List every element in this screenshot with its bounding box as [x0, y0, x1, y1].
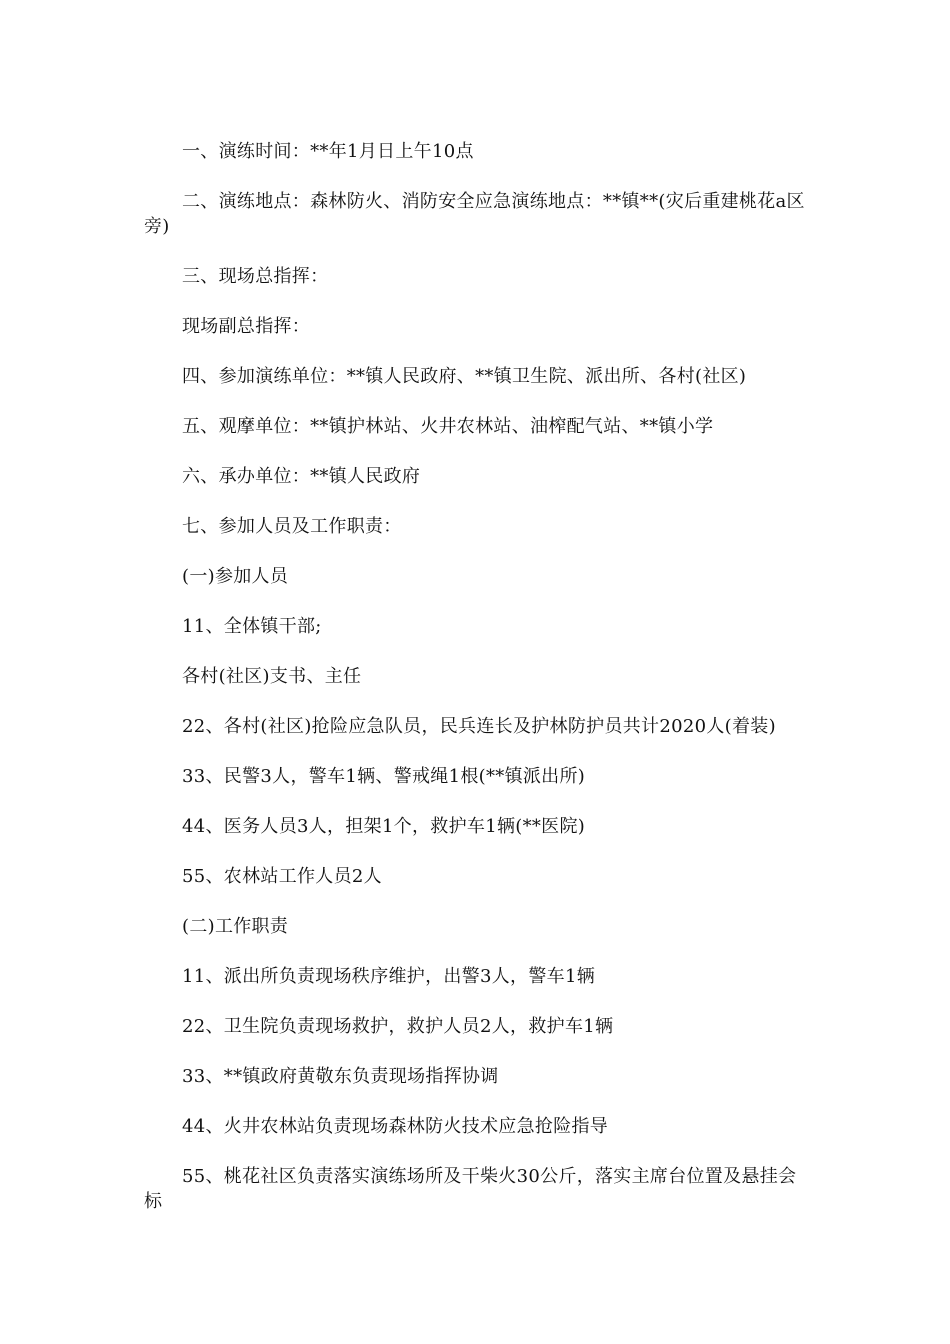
paragraph-chief-commander: 三、现场总指挥： — [182, 266, 329, 287]
paragraph-participant-item: 22、各村(社区)抢险应急队员，民兵连长及护林防护员共计2020人(着装) — [182, 716, 776, 737]
paragraph-personnel-heading: 七、参加人员及工作职责： — [182, 516, 402, 537]
paragraph-drill-location: 二、演练地点：森林防火、消防安全应急演练地点：**镇**(灾后重建桃花a区旁) — [144, 191, 805, 237]
paragraph-duty-item: 55、桃花社区负责落实演练场所及干柴火30公斤，落实主席台位置及悬挂会标 — [144, 1166, 797, 1212]
paragraph-organizer: 六、承办单位：**镇人民政府 — [182, 466, 421, 487]
paragraph-duty-item: 44、火井农林站负责现场森林防火技术应急抢险指导 — [182, 1116, 609, 1137]
paragraph-duty-item: 22、卫生院负责现场救护，救护人员2人，救护车1辆 — [182, 1016, 614, 1037]
paragraph-observer-units: 五、观摩单位：**镇护林站、火井农林站、油榨配气站、**镇小学 — [182, 416, 714, 437]
paragraph-duty-item: 33、**镇政府黄敬东负责现场指挥协调 — [182, 1066, 499, 1087]
paragraph-duty-item: 11、派出所负责现场秩序维护，出警3人，警车1辆 — [182, 966, 596, 987]
paragraph-duties-subheading: (二)工作职责 — [182, 916, 289, 937]
paragraph-participants-subheading: (一)参加人员 — [182, 566, 289, 587]
paragraph-participant-item: 11、全体镇干部; — [182, 616, 322, 637]
paragraph-drill-time: 一、演练时间：**年1月日上午10点 — [182, 141, 474, 162]
paragraph-participating-units: 四、参加演练单位：**镇人民政府、**镇卫生院、派出所、各村(社区) — [182, 366, 747, 387]
paragraph-participant-item: 55、农林站工作人员2人 — [182, 866, 382, 887]
document-body — [144, 139, 808, 1239]
paragraph-participant-item: 44、医务人员3人，担架1个，救护车1辆(**医院) — [182, 816, 586, 837]
paragraph-participant-item: 各村(社区)支书、主任 — [182, 666, 362, 687]
paragraph-participant-item: 33、民警3人，警车1辆、警戒绳1根(**镇派出所) — [182, 766, 586, 787]
paragraph-deputy-commander: 现场副总指挥： — [182, 316, 311, 337]
